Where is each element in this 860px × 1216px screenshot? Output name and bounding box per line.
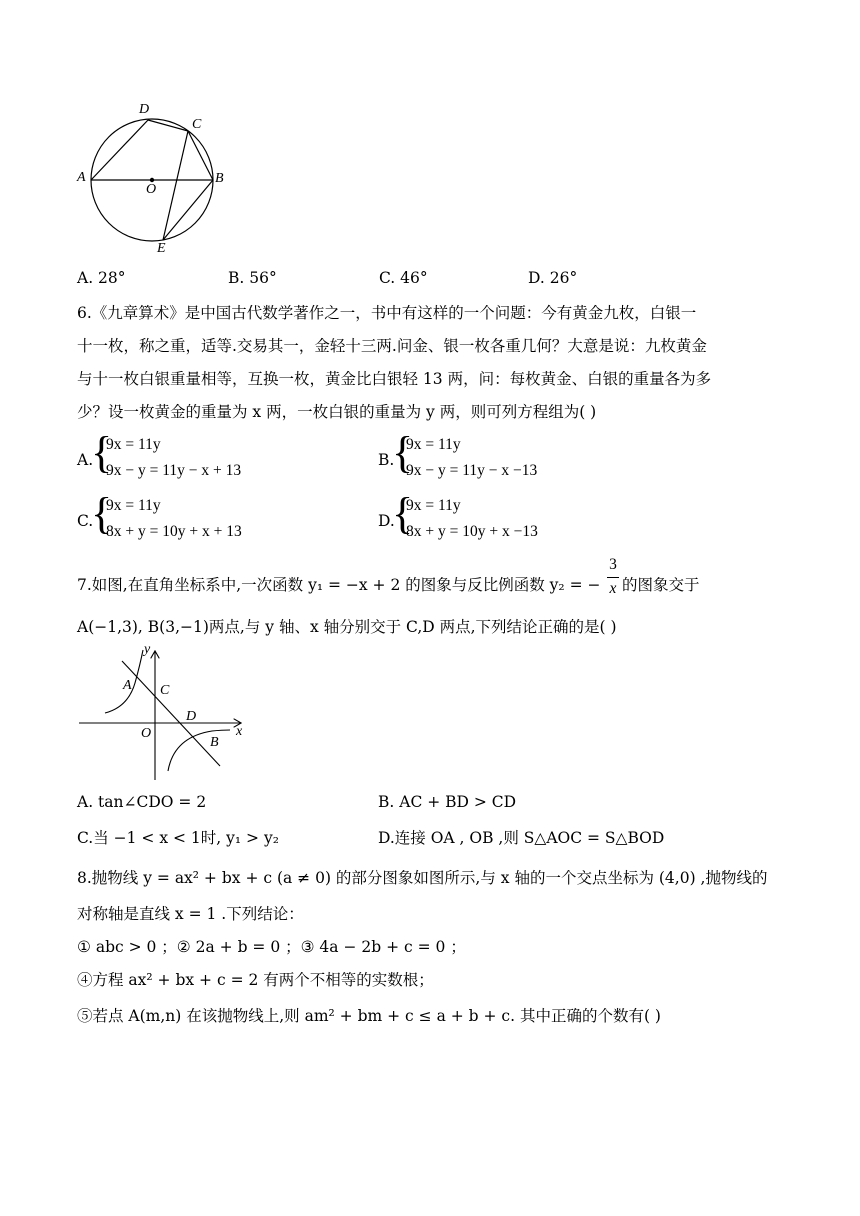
- q8-text-line-4: ④方程 ax² + bx + c = 2 有两个不相等的实数根；: [77, 971, 434, 989]
- point-label-c: C: [192, 117, 202, 132]
- q7-text-line-2: A(−1,3), B(3,−1)两点,与 y 轴、x 轴分别交于 C,D 两点,下列结论正确的是( ): [77, 618, 617, 636]
- q6-text-line-2: 十一枚，称之重，适等.交易其一，金轻十三两.问金、银一枚各重几何？大意是说：九枚黄金: [77, 337, 707, 355]
- q5-option-c[interactable]: C. 46°: [379, 269, 428, 287]
- point-label-o: O: [141, 726, 152, 741]
- axis-label-y: y: [144, 642, 151, 657]
- q6-option-a-eq1: 9x = 11y: [106, 436, 161, 453]
- point-label-b: B: [210, 735, 219, 750]
- q7-text-line-1a: 7.如图,在直角坐标系中,一次函数 y₁ = −x + 2 的图象与反比例函数 y₂ = −: [77, 576, 601, 594]
- point-label-o: O: [146, 182, 157, 197]
- q6-option-d-label: D.: [378, 512, 395, 530]
- q6-option-b-eq1: 9x = 11y: [406, 436, 461, 453]
- q7-option-c[interactable]: C.当 −1 < x < 1时, y₁ > y₂: [77, 829, 279, 847]
- brace-symbol: {: [91, 489, 113, 538]
- brace-symbol: {: [91, 428, 113, 477]
- q5-option-d[interactable]: D. 26°: [528, 269, 578, 287]
- q6-option-d-eq1: 9x = 11y: [406, 497, 461, 514]
- point-label-d: D: [186, 709, 197, 724]
- q5-option-b[interactable]: B. 56°: [228, 269, 277, 287]
- q8-text-line-5: ⑤若点 A(m,n) 在该抛物线上,则 am² + bm + c ≤ a + b + c. 其中正确的个数有( ): [77, 1007, 661, 1025]
- q7-fraction-denominator: x: [609, 580, 617, 597]
- q7-text-line-1b: 的图象交于: [622, 576, 700, 594]
- q6-option-a-label: A.: [77, 451, 94, 469]
- q5-option-a[interactable]: A. 28°: [77, 269, 126, 287]
- point-label-a: A: [77, 170, 86, 185]
- q6-text-line-3: 与十一枚白银重量相等，互换一枚，黄金比白银轻 13 两，问：每枚黄金、白银的重量各为多: [77, 370, 712, 388]
- q8-text-line-2: 对称轴是直线 x = 1 .下列结论：: [77, 905, 304, 923]
- q6-option-a-eq2: 9x − y = 11y − x + 13: [106, 462, 242, 479]
- brace-symbol: {: [392, 489, 414, 538]
- q6-option-b-eq2: 9x − y = 11y − x −13: [406, 462, 538, 479]
- q6-option-d-eq2: 8x + y = 10y + x −13: [406, 523, 538, 540]
- q6-option-c-eq1: 9x = 11y: [106, 497, 161, 514]
- q6-text-line-4: 少？设一枚黄金的重量为 x 两，一枚白银的重量为 y 两，则可列方程组为( ): [77, 403, 597, 421]
- q7-option-b[interactable]: B. AC + BD > CD: [378, 793, 517, 811]
- q6-text-line-1: 6.《九章算术》是中国古代数学著作之一，书中有这样的一个问题：今有黄金九枚，白银一: [77, 304, 697, 322]
- q7-fraction-numerator: 3: [609, 556, 617, 573]
- q8-text-line-1: 8.抛物线 y = ax² + bx + c (a ≠ 0) 的部分图象如图所示,与 x 轴的一个交点坐标为 (4,0) ,抛物线的: [77, 869, 768, 887]
- hyperbola-branch-right: [168, 730, 230, 771]
- q7-option-a[interactable]: A. tan∠CDO = 2: [77, 793, 207, 811]
- point-label-a: A: [123, 678, 132, 693]
- q7-option-d[interactable]: D.连接 OA , OB ,则 S△AOC = S△BOD: [378, 829, 665, 847]
- point-label-e: E: [157, 241, 166, 256]
- point-label-c: C: [160, 683, 170, 698]
- point-label-b: B: [215, 171, 224, 186]
- q8-text-line-3: ① abc > 0 ；② 2a + b = 0 ；③ 4a − 2b + c = 0 ；: [77, 938, 466, 956]
- brace-symbol: {: [392, 428, 414, 477]
- q6-option-b-label: B.: [378, 451, 395, 469]
- axis-label-x: x: [236, 724, 243, 739]
- point-label-d: D: [139, 102, 150, 117]
- q6-option-c-label: C.: [77, 512, 94, 530]
- q6-option-c-eq2: 8x + y = 10y + x + 13: [106, 523, 242, 540]
